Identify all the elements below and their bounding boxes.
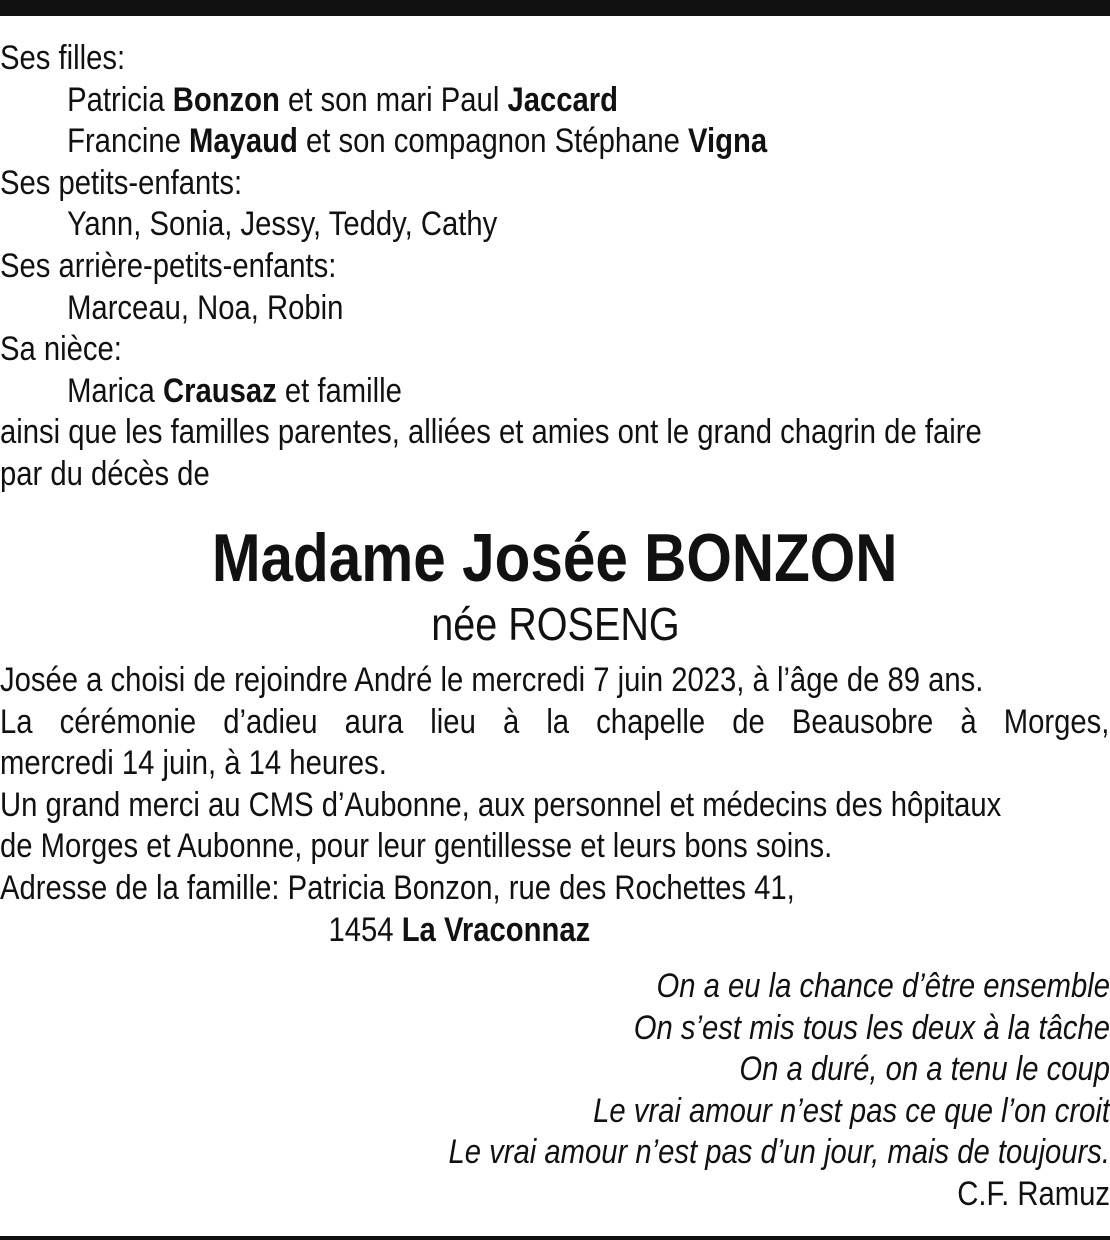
postcode: 1454 bbox=[328, 910, 394, 949]
announcement-line-2: par du décès de bbox=[0, 454, 210, 493]
daughters-label: Ses filles: bbox=[0, 39, 126, 77]
first-name: Marica bbox=[67, 371, 155, 410]
daughter-2 bbox=[0, 121, 1109, 163]
relation-text: et son mari Paul bbox=[288, 80, 500, 119]
deceased-name: Madame Josée BONZON bbox=[212, 520, 898, 596]
suffix-text: et famille bbox=[284, 371, 402, 410]
family-address: Adresse de la famille: Patricia Bonzon, rue des Rochettes 41, bbox=[0, 868, 795, 907]
poem-line: On a duré, on a tenu le coup bbox=[739, 1050, 1110, 1089]
bottom-rule bbox=[0, 1236, 1110, 1240]
niece-label: Sa nièce: bbox=[0, 330, 122, 369]
family-list bbox=[0, 38, 1109, 496]
details-line-3: mercredi 14 juin, à 14 heures. bbox=[0, 744, 387, 783]
details-line-5: de Morges et Aubonne, pour leur gentillesse et leurs bons soins. bbox=[0, 827, 833, 866]
partner-last-name: Jaccard bbox=[507, 80, 618, 119]
details-line-2: La cérémonie d’adieu aura lieu à la chapelle de Beausobre à Morges, bbox=[0, 702, 1110, 741]
poem-author: C.F. Ramuz bbox=[957, 1174, 1110, 1213]
daughter-1 bbox=[0, 80, 1109, 122]
first-name: Patricia bbox=[67, 80, 165, 119]
great-grandchildren-label: Ses arrière-petits-enfants: bbox=[0, 246, 337, 285]
family-city bbox=[0, 910, 1109, 952]
great-grandchildren-names: Marceau, Noa, Robin bbox=[67, 288, 344, 327]
details-line-4: Un grand merci au CMS d’Aubonne, aux personnel et médecins des hôpitaux bbox=[0, 785, 1002, 824]
partner-last-name: Vigna bbox=[688, 122, 768, 161]
poem-line: On a eu la chance d’être ensemble bbox=[656, 967, 1110, 1005]
last-name: Mayaud bbox=[188, 122, 298, 161]
details-line-1: Josée a choisi de rejoindre André le mercredi 7 juin 2023, à l’âge de 89 ans. bbox=[0, 661, 984, 699]
notice-details bbox=[0, 660, 1109, 951]
grandchildren-names: Yann, Sonia, Jessy, Teddy, Cathy bbox=[67, 205, 498, 244]
poem-line: Le vrai amour n’est pas d’un jour, mais de toujours. bbox=[448, 1133, 1110, 1172]
last-name: Crausaz bbox=[162, 371, 277, 410]
relation-text: et son compagnon Stéphane bbox=[305, 122, 680, 161]
deceased-heading bbox=[0, 518, 1110, 650]
first-name: Francine bbox=[67, 122, 181, 161]
poem-line: Le vrai amour n’est pas ce que l’on croit bbox=[593, 1091, 1110, 1130]
last-name: Bonzon bbox=[172, 80, 280, 119]
announcement-line-1: ainsi que les familles parentes, alliées et amies ont le grand chagrin de faire bbox=[0, 413, 982, 452]
niece-name bbox=[0, 371, 1109, 413]
city: La Vraconnaz bbox=[401, 910, 591, 949]
poem-quote bbox=[1, 966, 1110, 1216]
top-rule bbox=[0, 0, 1110, 16]
poem-line: On s’est mis tous les deux à la tâche bbox=[633, 1008, 1110, 1047]
grandchildren-label: Ses petits-enfants: bbox=[0, 163, 243, 202]
maiden-name: née ROSENG bbox=[430, 598, 680, 650]
